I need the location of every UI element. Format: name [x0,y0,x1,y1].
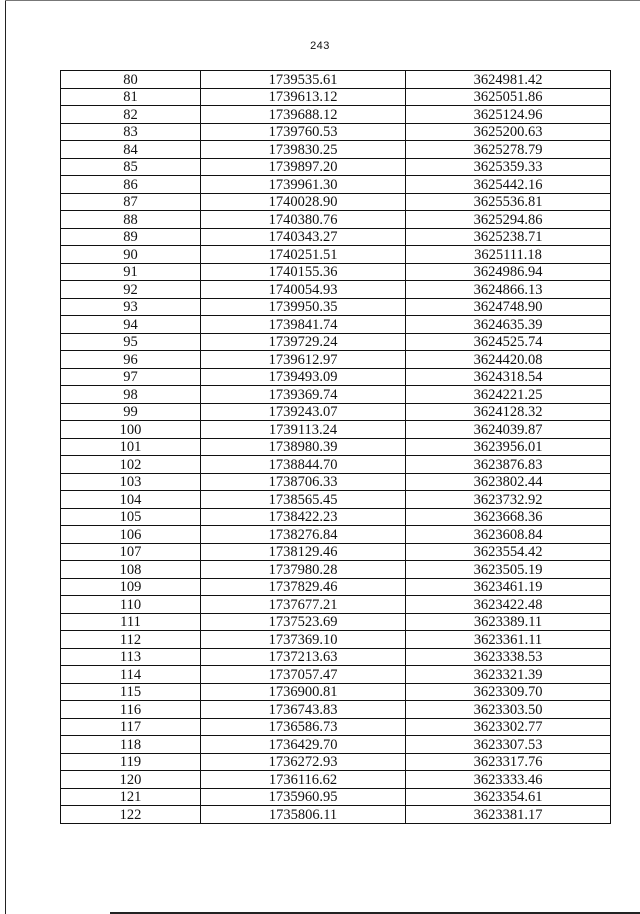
x-coordinate-cell: 1739369.74 [201,386,406,404]
y-coordinate-cell: 3623608.84 [406,526,611,544]
point-number-cell: 116 [61,701,201,719]
table-row [61,631,611,649]
y-coordinate-cell: 3623381.17 [406,806,611,824]
x-coordinate-cell: 1739688.12 [201,106,406,124]
x-coordinate-cell: 1735806.11 [201,806,406,824]
table-row [61,666,611,684]
point-number-cell: 84 [61,141,201,159]
point-number-cell: 102 [61,456,201,474]
x-coordinate-cell: 1739613.12 [201,88,406,106]
table-row [61,421,611,439]
y-coordinate-cell: 3624986.94 [406,263,611,281]
table-row [61,736,611,754]
x-coordinate-cell: 1740380.76 [201,211,406,229]
x-coordinate-cell: 1737677.21 [201,596,406,614]
point-number-cell: 121 [61,788,201,806]
y-coordinate-cell: 3624748.90 [406,298,611,316]
point-number-cell: 96 [61,351,201,369]
x-coordinate-cell: 1739961.30 [201,176,406,194]
point-number-cell: 82 [61,106,201,124]
table-row [61,491,611,509]
point-number-cell: 94 [61,316,201,334]
x-coordinate-cell: 1739950.35 [201,298,406,316]
x-coordinate-cell: 1739243.07 [201,403,406,421]
x-coordinate-cell: 1737369.10 [201,631,406,649]
table-row [61,701,611,719]
point-number-cell: 93 [61,298,201,316]
x-coordinate-cell: 1736743.83 [201,701,406,719]
point-number-cell: 107 [61,543,201,561]
table-row [61,386,611,404]
y-coordinate-cell: 3623303.50 [406,701,611,719]
y-coordinate-cell: 3623361.11 [406,631,611,649]
table-row [61,561,611,579]
point-number-cell: 111 [61,613,201,631]
table-row [61,298,611,316]
y-coordinate-cell: 3624635.39 [406,316,611,334]
y-coordinate-cell: 3623554.42 [406,543,611,561]
y-coordinate-cell: 3625536.81 [406,193,611,211]
y-coordinate-cell: 3623333.46 [406,771,611,789]
table-row [61,158,611,176]
y-coordinate-cell: 3625051.86 [406,88,611,106]
x-coordinate-cell: 1736116.62 [201,771,406,789]
x-coordinate-cell: 1738980.39 [201,438,406,456]
x-coordinate-cell: 1740028.90 [201,193,406,211]
x-coordinate-cell: 1737523.69 [201,613,406,631]
page-edge-left [5,0,6,914]
x-coordinate-cell: 1737057.47 [201,666,406,684]
x-coordinate-cell: 1740251.51 [201,246,406,264]
page-edge-top [5,0,640,1]
y-coordinate-cell: 3624525.74 [406,333,611,351]
x-coordinate-cell: 1737213.63 [201,648,406,666]
point-number-cell: 89 [61,228,201,246]
table-row [61,281,611,299]
table-row [61,508,611,526]
page-number: 243 [310,40,330,52]
x-coordinate-cell: 1739535.61 [201,71,406,89]
point-number-cell: 114 [61,666,201,684]
y-coordinate-cell: 3625359.33 [406,158,611,176]
point-number-cell: 110 [61,596,201,614]
point-number-cell: 106 [61,526,201,544]
x-coordinate-cell: 1739612.97 [201,351,406,369]
x-coordinate-cell: 1740155.36 [201,263,406,281]
y-coordinate-cell: 3624039.87 [406,421,611,439]
y-coordinate-cell: 3623668.36 [406,508,611,526]
table-row [61,211,611,229]
y-coordinate-cell: 3624221.25 [406,386,611,404]
point-number-cell: 98 [61,386,201,404]
y-coordinate-cell: 3623505.19 [406,561,611,579]
y-coordinate-cell: 3624866.13 [406,281,611,299]
y-coordinate-cell: 3624981.42 [406,71,611,89]
point-number-cell: 113 [61,648,201,666]
x-coordinate-cell: 1738706.33 [201,473,406,491]
y-coordinate-cell: 3625238.71 [406,228,611,246]
x-coordinate-cell: 1737980.28 [201,561,406,579]
table-row [61,228,611,246]
point-number-cell: 85 [61,158,201,176]
x-coordinate-cell: 1739729.24 [201,333,406,351]
y-coordinate-cell: 3623317.76 [406,753,611,771]
table-row [61,526,611,544]
x-coordinate-cell: 1738844.70 [201,456,406,474]
point-number-cell: 86 [61,176,201,194]
point-number-cell: 100 [61,421,201,439]
table-row [61,333,611,351]
point-number-cell: 95 [61,333,201,351]
point-number-cell: 81 [61,88,201,106]
table-row [61,368,611,386]
x-coordinate-cell: 1735960.95 [201,788,406,806]
x-coordinate-cell: 1738129.46 [201,543,406,561]
y-coordinate-cell: 3623321.39 [406,666,611,684]
x-coordinate-cell: 1739897.20 [201,158,406,176]
point-number-cell: 104 [61,491,201,509]
point-number-cell: 115 [61,683,201,701]
y-coordinate-cell: 3625124.96 [406,106,611,124]
table-row [61,71,611,89]
x-coordinate-cell: 1739841.74 [201,316,406,334]
x-coordinate-cell: 1737829.46 [201,578,406,596]
y-coordinate-cell: 3625442.16 [406,176,611,194]
table-row [61,246,611,264]
y-coordinate-cell: 3623802.44 [406,473,611,491]
point-number-cell: 112 [61,631,201,649]
y-coordinate-cell: 3623389.11 [406,613,611,631]
x-coordinate-cell: 1740343.27 [201,228,406,246]
table-row [61,473,611,491]
point-number-cell: 99 [61,403,201,421]
table-row [61,263,611,281]
table-row [61,683,611,701]
x-coordinate-cell: 1739830.25 [201,141,406,159]
table-row [61,543,611,561]
y-coordinate-cell: 3624128.32 [406,403,611,421]
point-number-cell: 101 [61,438,201,456]
point-number-cell: 90 [61,246,201,264]
x-coordinate-cell: 1740054.93 [201,281,406,299]
table-row [61,351,611,369]
table-row [61,753,611,771]
y-coordinate-cell: 3624420.08 [406,351,611,369]
point-number-cell: 117 [61,718,201,736]
point-number-cell: 97 [61,368,201,386]
point-number-cell: 105 [61,508,201,526]
y-coordinate-cell: 3624318.54 [406,368,611,386]
table-row [61,718,611,736]
point-number-cell: 83 [61,123,201,141]
y-coordinate-cell: 3623309.70 [406,683,611,701]
point-number-cell: 103 [61,473,201,491]
table-row [61,578,611,596]
table-row [61,193,611,211]
table-row [61,88,611,106]
point-number-cell: 108 [61,561,201,579]
point-number-cell: 109 [61,578,201,596]
x-coordinate-cell: 1736900.81 [201,683,406,701]
point-number-cell: 120 [61,771,201,789]
x-coordinate-cell: 1738422.23 [201,508,406,526]
table-row [61,316,611,334]
x-coordinate-cell: 1736429.70 [201,736,406,754]
table-row [61,403,611,421]
x-coordinate-cell: 1736272.93 [201,753,406,771]
point-number-cell: 88 [61,211,201,229]
table-row [61,456,611,474]
point-number-cell: 91 [61,263,201,281]
y-coordinate-cell: 3623461.19 [406,578,611,596]
point-number-cell: 80 [61,71,201,89]
table-row [61,141,611,159]
y-coordinate-cell: 3625111.18 [406,246,611,264]
y-coordinate-cell: 3623876.83 [406,456,611,474]
x-coordinate-cell: 1738565.45 [201,491,406,509]
y-coordinate-cell: 3623338.53 [406,648,611,666]
coordinates-table-body [61,71,611,824]
table-row [61,438,611,456]
table-row [61,106,611,124]
x-coordinate-cell: 1739760.53 [201,123,406,141]
point-number-cell: 119 [61,753,201,771]
y-coordinate-cell: 3623302.77 [406,718,611,736]
table-row [61,176,611,194]
x-coordinate-cell: 1736586.73 [201,718,406,736]
point-number-cell: 122 [61,806,201,824]
y-coordinate-cell: 3625294.86 [406,211,611,229]
table-row [61,596,611,614]
table-row [61,771,611,789]
y-coordinate-cell: 3625200.63 [406,123,611,141]
table-row [61,788,611,806]
x-coordinate-cell: 1739493.09 [201,368,406,386]
table-row [61,648,611,666]
y-coordinate-cell: 3623422.48 [406,596,611,614]
x-coordinate-cell: 1739113.24 [201,421,406,439]
y-coordinate-cell: 3623354.61 [406,788,611,806]
y-coordinate-cell: 3623732.92 [406,491,611,509]
table-row [61,806,611,824]
table-row [61,123,611,141]
y-coordinate-cell: 3623956.01 [406,438,611,456]
point-number-cell: 87 [61,193,201,211]
table-row [61,613,611,631]
x-coordinate-cell: 1738276.84 [201,526,406,544]
y-coordinate-cell: 3625278.79 [406,141,611,159]
y-coordinate-cell: 3623307.53 [406,736,611,754]
coordinates-table [60,70,611,824]
point-number-cell: 118 [61,736,201,754]
point-number-cell: 92 [61,281,201,299]
